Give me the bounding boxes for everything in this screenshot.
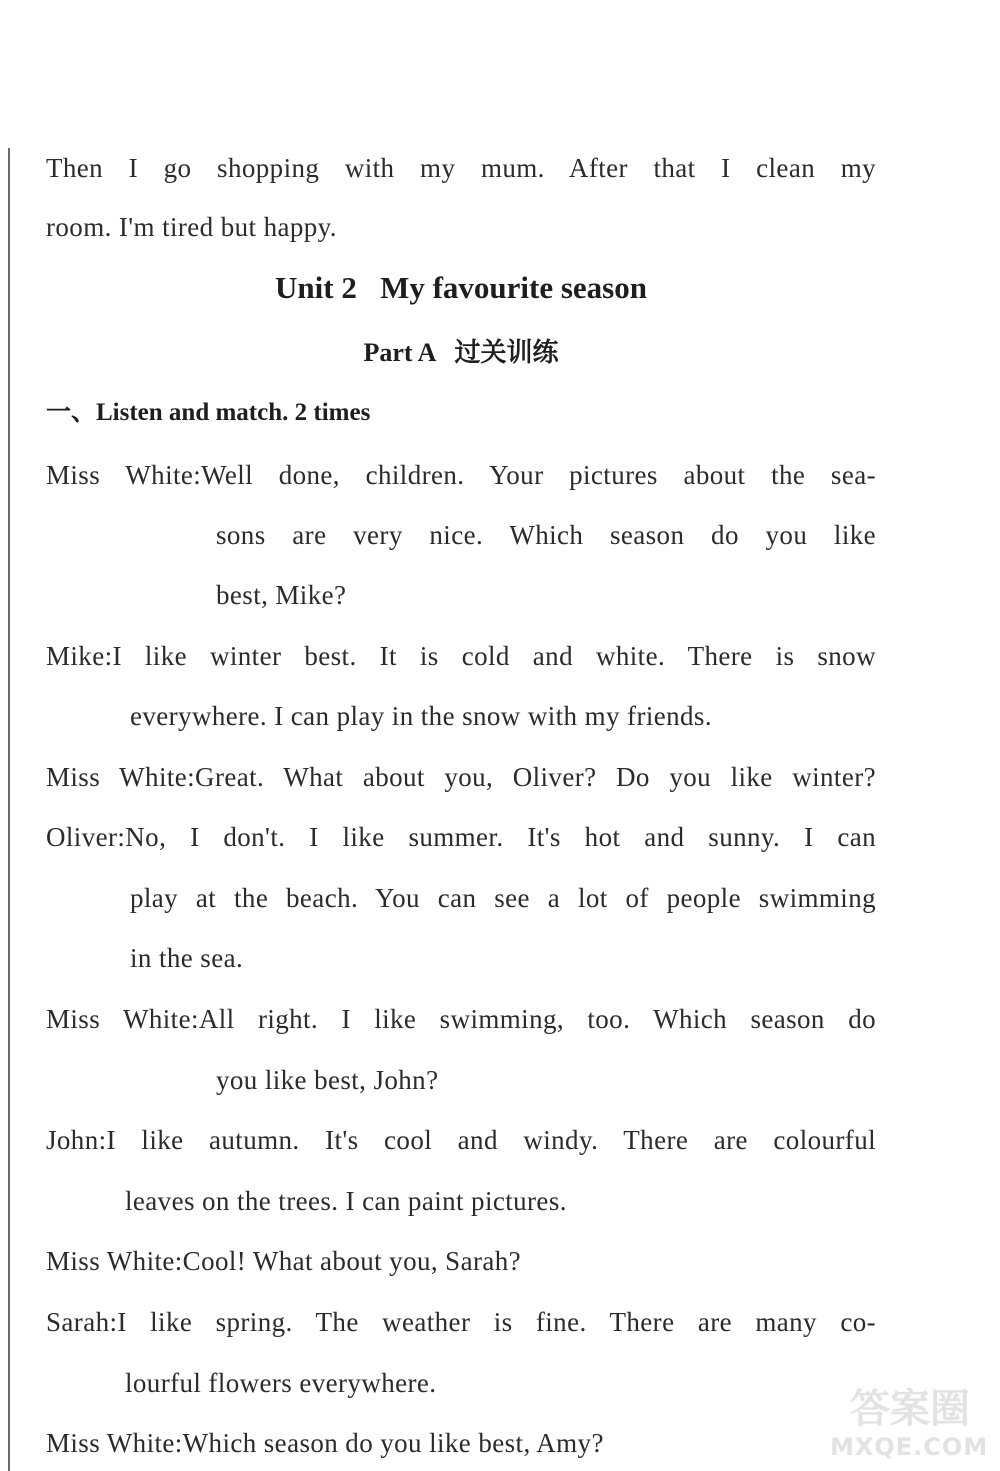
dialogue-line: play at the beach. You can see a lot of people swimming bbox=[130, 883, 876, 913]
dialogue-line: John:I like autumn. It's cool and windy. There are colourful bbox=[46, 1125, 876, 1155]
unit-heading: Unit 2 My favourite season bbox=[275, 270, 647, 305]
dialogue-line: Miss White:Well done, children. Your pictures about the sea- bbox=[46, 460, 876, 490]
dialogue-line: Miss White:Which season do you like best, Amy? bbox=[46, 1428, 604, 1458]
dialogue-line: lourful flowers everywhere. bbox=[125, 1368, 437, 1398]
dialogue-line: Oliver:No, I don't. I like summer. It's hot and sunny. I can bbox=[46, 822, 876, 852]
dialogue-line: Miss White:Great. What about you, Oliver? Do you like winter? bbox=[46, 762, 876, 792]
dialogue-line: leaves on the trees. I can paint pictures. bbox=[125, 1186, 567, 1216]
watermark-top: 答案圈 bbox=[850, 1386, 970, 1432]
dialogue-line: Mike:I like winter best. It is cold and white. There is snow bbox=[46, 641, 876, 671]
watermark-bottom: MXQE.COM bbox=[830, 1433, 989, 1461]
dialogue-line: Miss White:Cool! What about you, Sarah? bbox=[46, 1246, 522, 1276]
dialogue-line: in the sea. bbox=[130, 943, 244, 973]
dialogue-line: you like best, John? bbox=[216, 1065, 439, 1095]
intro-line-2: room. I'm tired but happy. bbox=[46, 212, 337, 242]
dialogue-line: Miss White:All right. I like swimming, too. Which season do bbox=[46, 1004, 876, 1034]
section-title: 一、Listen and match. 2 times bbox=[46, 399, 371, 426]
intro-line-1: Then I go shopping with my mum. After that I clean my bbox=[46, 153, 876, 183]
dialogue-line: Sarah:I like spring. The weather is fine. There are many co- bbox=[46, 1307, 876, 1337]
watermark-logo bbox=[820, 1377, 990, 1469]
dialogue-line: sons are very nice. Which season do you like bbox=[216, 520, 876, 550]
part-heading: Part A 过关训练 bbox=[363, 338, 559, 367]
dialogue-line: best, Mike? bbox=[216, 580, 347, 610]
dialogue-line: everywhere. I can play in the snow with my friends. bbox=[130, 701, 712, 731]
